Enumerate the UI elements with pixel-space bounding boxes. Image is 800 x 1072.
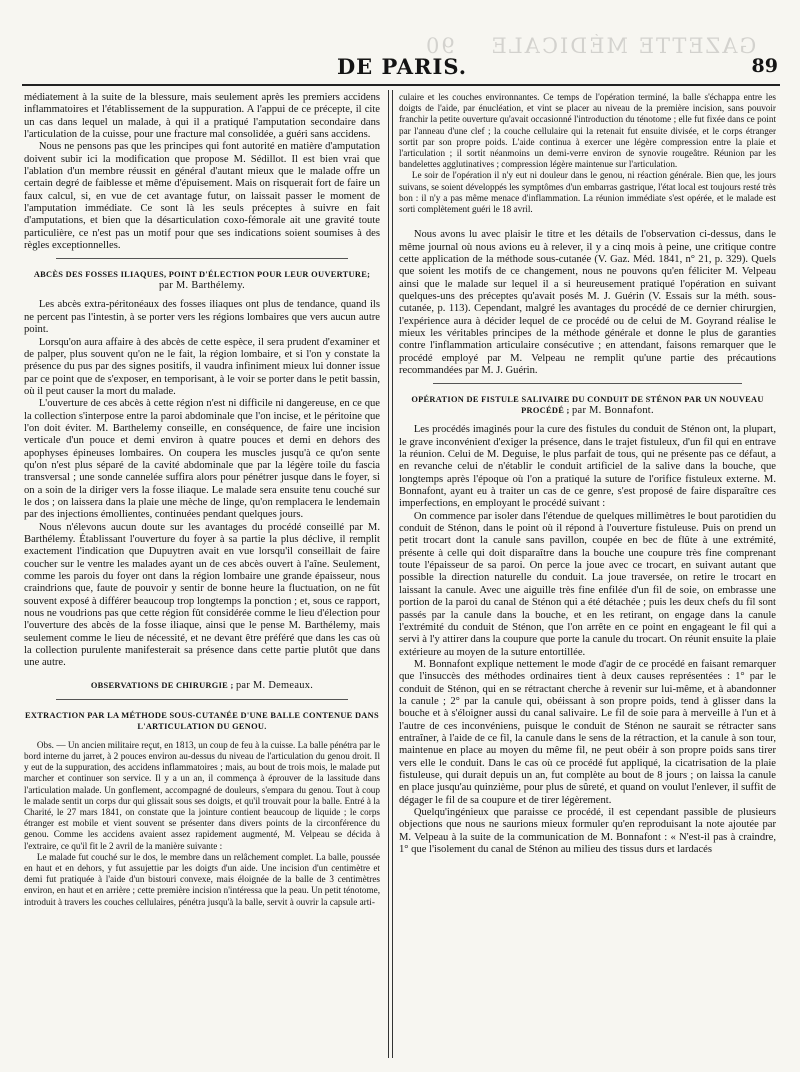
right-column [399,92,776,1062]
section-divider [56,699,348,700]
left-column [24,92,380,1062]
section-divider [433,383,742,384]
paragraph: On commence par isoler dans l'étendue de quelques millimètres le bout parotidien du conduit de Sténon, dans le point où il répond à l'ouverture fistuleuse. Puis on prend un petit trocart dont la canule sans pavillon, coupée en bec de flûte à une extrémité, présente à celle qui doit disparaître dans la bouche une coupure très fine comprenant toute l'épaisseur de sa paroi. On perce la joue avec ce trocart, en suivant autant que possible la direction naturelle du conduit. La joue traversée, on retire le trocart en laissant la canule. Avec une aiguille très fine enfilée d'un fil de soie, on embrasse une portion de la paroi du canal de Sténon qui a été détachée ; puis les deux chefs du fil sont passés par la canule dans la bouche, et en les retirant, on engage dans la canule l'extrémité du conduit de Sténon, que l'on arrête en ce point en engageant le fil qui a servi à l'y attirer dans la coupure que porte la canule du trocart. On réunit ensuite la plaie extérieure au moyen de la suture entortillée. [399,510,776,658]
paragraph: M. Bonnafont explique nettement le mode d'agir de ce procédé en faisant remarquer que l'insuccès des méthodes ordinaires tient à deux causes représentées : 1° par le conduit de Sténon, qui en se rétractant cherche à revenir sur lui-même, et à abandonner la canule ; 2° par la canule qui, obéissant à son propre poids, tend à glisser dans la bouche et à s'éloigner aussi du canal salivaire. Le fil de soie para à merveille à l'un et à l'autre de ces inconvéniens, puisque le conduit de Sténon ne saurait se rétracter sans entraîner, à l'aide de ce fil, la canule dans le sens de la rétraction, et la canule à son tour, maintenue en place au moyen du même fil, ne peut obéir à son propre poids sans tirer vers elle le conduit. Dans le cas où ce procédé fut appliqué, la cicatrisation de la plaie fistuleuse, qui durait depuis un an, fut complète au bout de 8 jours ; on laissa la canule en place jusqu'au quinzième, pour plus de sûreté, et quand on voulut l'enlever, il suffit de dégager le fil de sa coupure et de tirer légèrement. [399,658,776,806]
bleed-page-number: 90 [423,34,455,58]
paragraph: Les procédés imaginés pour la cure des fistules du conduit de Sténon ont, la plupart, le grave inconvénient d'exiger la présence, dans le trajet fistuleux, d'un fil qui en entrave la réunion. Celui de M. Deguise, le plus parfait de tous, qui ne présente pas ce défaut, a en revanche celui de n'établir le conduit artificiel de la salive dans la bouche, que longtemps après l'époque où l'on a pratiqué la suture de l'orifice fistuleux externe. M. Bonnafont, ayant eu à traiter un cas de ce genre, s'est proposé de faire disparaître ces imperfections, en employant le procédé suivant : [399,424,776,510]
paragraph: Le soir de l'opération il n'y eut ni douleur dans le genou, ni réaction générale. Bien que, les jours suivans, se soient développés les symptômes d'un embarras gastrique, l'état local est toujours resté très bon : il n'y a pas même menace d'inflammation. La réunion immédiate s'est opérée, et le malade est sorti complètement guéri le 18 avril. [399,170,776,215]
byline: par M. Barthélemy. [158,280,246,292]
running-title: DE PARIS. [336,54,468,79]
byline: par M. Demeaux. [235,679,314,691]
heading-text: EXTRACTION PAR LA MÉTHODE SOUS-CUTANÉE D'UNE BALLE CONTENUE DANS L'ARTICULATION DU GENOU. [25,710,379,731]
section-heading [399,394,776,416]
paragraph: médiatement à la suite de la blessure, mais seulement après les premiers accidens inflammatoires et l'établissement de la suppuration. A l'appui de ce précepte, il cite un cas dans lequel un malade, à qui il a pratiqué l'amputation secondaire dans l'articulation de la cuisse, pour une fracture mal consolidée, a guéri sans accidens. [24,92,380,141]
paragraph: Lorsqu'on aura affaire à des abcès de cette espèce, il sera prudent d'examiner et de palper, plus souvent qu'on ne le fait, la région lombaire, et si l'on y constate la présence du pus par des signes positifs, il vaudra infiniment mieux lui donner issue par ce point que de s'exposer, en temporisant, à le voir se porter dans le petit bassin, où il peut causer la mort du malade. [24,336,380,397]
section-divider [56,258,348,259]
paragraph: Nous ne pensons pas que les principes qui font autorité en matière d'amputation doivent subir ici la modification que propose M. Sédillot. Il est bien vrai que l'ablation d'un membre réussit en général d'autant mieux que le malade offre un certain degré de faiblesse et même d'épuisement. Mais on risquerait fort de faire un faux calcul, si, en vue de cet avantage futur, on laissait passer le moment de l'amputation immédiate. Ce sont là les seuls préceptes à suivre en fait d'amputations, et bien que la désarticulation coxo-fémorale ait une gravité toute particulière, ce n'est pas un motif pour que ses indications soient soumises à des règles exceptionnelles. [24,141,380,252]
byline: par M. Bonnafont. [572,405,654,417]
paragraph: L'ouverture de ces abcès à cette région n'est ni difficile ni dangereuse, en ce que la collection s'interpose entre la paroi abdominale que l'on incise, et le péritoine que l'on doit éviter. M. Barthelemy conseille, en conséquence, de faire une incision verticale d'un pouce et demi environ à quatre pouces et demi en dehors des apophyses épineuses lombaires. On coupera les muscles jusqu'à ce qu'on sente qu'on n'est plus séparé de la cavité abdominale que par la légère toile du fascia transversal ; une sonde cannelée suffira alors pour pénétrer jusque dans le foyer, si on a soin de la diriger vers la fosse iliaque. Le malade sera ensuite tenu couché sur le dos ; on laissera dans la plaie une mèche de linge, qu'on remplacera le lendemain par des injections émollientes, continuées pendant quelques jours. [24,398,380,521]
paragraph: Le malade fut couché sur le dos, le membre dans un relâchement complet. La balle, poussée en haut et en dehors, y fut assujettie par les doigts d'un aide. Une incision d'un centimètre et demi fut pratiquée à l'aide d'un bistouri convexe, mais éloignée de la balle de 3 centimètres environ, en haut et en arrière ; cette première incision n'intéressa que la peau. Un petit ténotome, introduit à travers les couches cellulaires, pénétra jusqu'à la balle, servit à ouvrir la capsule arti- [24,851,380,907]
bleed-text: GAZETTE MÉDICALE [489,34,756,58]
heading-text: OPÉRATION DE FISTULE SALIVAIRE DU CONDUIT DE STÉNON PAR UN NOUVEAU PROCÉDÉ ; [411,395,764,416]
paragraph: Nous avons lu avec plaisir le titre et les détails de l'observation ci-dessus, dans le même journal où nous avions eu à relever, il y a cinq mois à peine, une critique contre cette application de la méthode sous-cutanée (V. Gaz. Méd. 1841, n° 21, p. 329). Quels que soient les motifs de ce changement, nous ne pouvons qu'en féliciter M. Velpeau ainsi que le malade sur lequel il a si heureusement pratiqué l'opération en suivant quelques-uns des préceptes qu'avait posés M. J. Guérin (V. Essais sur la méth. sous-cutanée, p. 113). Cependant, malgré les avantages du procédé de ce dernier chirurgien, l'expérience aura à décider lequel de ce procédé ou de celui de M. Goyrand réalise le mieux les véritables principes de la méthode générale et donne le plus de garanties contre l'inflammation articulaire consécutive ; en attendant, faisons remarquer que le procédé employé par M. Velpeau ne remplit qu'une partie des précautions recommandées par M. J. Guérin. [399,229,776,377]
paragraph: Quelqu'ingénieux que paraisse ce procédé, il est cependant passible de plusieurs objections que nous ne saurions mieux formuler qu'en reproduisant la note ajoutée par M. Velpeau à la suite de la communication de M. Bonnafont : « N'est-il pas à craindre, 1° que l'isolement du canal de Sténon au milieu des tissus durs et lardacés [399,807,776,856]
paragraph: Nous n'élevons aucun doute sur les avantages du procédé conseillé par M. Barthélemy. Établissant l'ouverture du foyer à sa partie la plus déclive, il remplit exactement l'indication que Dupuytren avait en vue lorsqu'il conseillait de faire coucher sur le ventre les malades ayant un de ces abcès ouvert à l'aîne. Seulement, comme les parois du foyer ont dans la région lombaire une grande épaisseur, nous craindrions que, faute de pouvoir y sentir de bonne heure la fluctuation, on ne fût souvent exposé à différer beaucoup trop longtemps la ponction ; et, sous ce rapport, nous ne voudrions pas que cette région fût considérée comme le lieu d'élection pour l'ouverture des abcès de la fosse iliaque, ainsi que le pense M. Barthélemy, mais seulement comme le lieu de nécessité, et ne devant être préféré que dans les cas où la collection purulente manifesterait sa présence dans cette partie plutôt que dans une autre. [24,521,380,669]
paragraph: culaire et les couches environnantes. Ce temps de l'opération terminé, la balle s'échappa entre les doigts de l'aide, par énucléation, et vint se placer au niveau de la première incision, sans pouvoir franchir la petite ouverture qu'avait occasionné l'introduction du ténotome ; elle fut fixée dans ce point par l'anneau d'une clef ; la couche cellulaire qui la retenait fut ensuite divisée, et le corps étranger sortit par son propre poids. L'aide continua à exercer une légère compression entre la plaie et l'articulation ; il sortit néanmoins un demi-verre environ de synovie rougeâtre. Réunion par les bandelettes agglutinatives ; compression légère maintenue sur l'articulation. [399,92,776,170]
section-heading [24,680,380,691]
subsection-heading [24,710,380,732]
page-number: 89 [751,55,778,77]
page-header [22,54,782,80]
paragraph: Obs. — Un ancien militaire reçut, en 1813, un coup de feu à la cuisse. La balle pénétra par le bord interne du jarret, à 2 pouces environ au-dessus du niveau de l'articulation du genou droit. Il y eut de la suppuration, des accidens inflammatoires ; mais, au bout de trois mois, le malade put marcher et continuer son service. Il y a un an, il commença à éprouver de la lassitude dans l'articulation malade. Un gonflement, accompagné de douleurs, s'empara du genou. Tout à coup le malade sentit un corps dur qui glissait sous ses doigts, et qu'il trouvait pour la balle. Entré à la Charité, le 27 mars 1841, on constate que la jointure contient beaucoup de liquide ; le corps étranger est mobile et vient souvent se présenter dans divers points de la circonférence du genou. Comme les accidens avaient assez rapidement augmenté, M. Velpeau se décida à l'extraire, ce qu'il fit le 2 avril de la manière suivante : [24,739,380,851]
paragraph: Les abcès extra-péritonéaux des fosses iliaques ont plus de tendance, quand ils ne percent pas l'intestin, à se porter vers les régions lombaires que vers aucun autre point. [24,299,380,336]
header-rule [22,84,780,86]
column-rule [388,90,393,1058]
section-heading [24,269,380,291]
heading-text: ABCÈS DES FOSSES ILIAQUES, POINT D'ÉLECTION POUR LEUR OUVERTURE; [33,270,371,280]
heading-text: OBSERVATIONS DE CHIRURGIE ; [90,680,234,690]
